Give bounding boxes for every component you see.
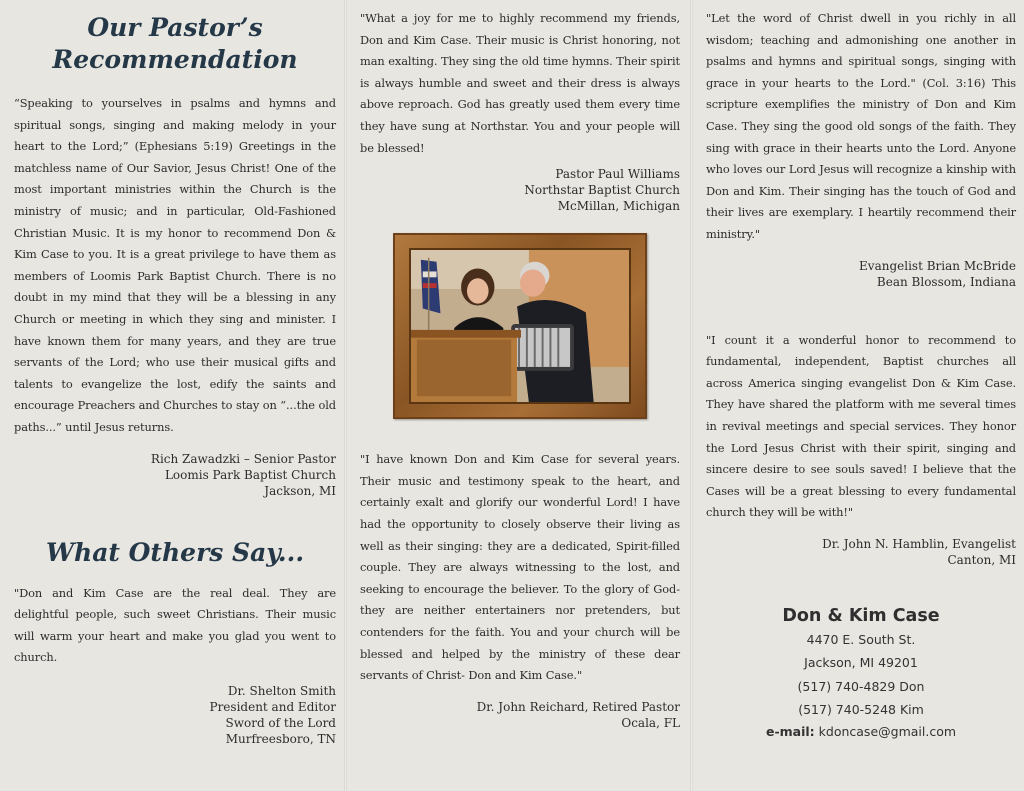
contact-phone-don: (517) 740-4829 Don bbox=[797, 678, 925, 694]
pastor-recommendation-text: “Speaking to yourselves in psalms and hymns and spiritual songs, singing and making melody in your heart to the Lord;” (Ephesians 5:19) Greetings in the matchless name of Our Savior, Jesus Christ! One of the most important ministries within the Church is the ministry of music; and in particular, Old-Fashioned Christian Music. It is my honor to recommend Don & Kim Case to you. It is a great privilege to have them as members of Loomis Park Baptist Church. There is no doubt in my mind that they will be a blessing in any Church or meeting in which they sing and minister. I have known them for many years, and they are true servants of the Lord; who use their musical gifts and talents to evangelize the lost, edify the saints and encourage Preachers and Churches to stay on “...the old paths...” until Jesus returns. bbox=[14, 96, 336, 434]
middle-panel bbox=[347, 0, 690, 791]
pastor-recommendation-heading bbox=[14, 12, 336, 76]
heading-line-2: Recommendation bbox=[52, 45, 298, 74]
contact-street: 4470 E. South St. bbox=[806, 631, 916, 647]
email-address[interactable]: kdoncase@gmail.com bbox=[818, 723, 957, 739]
contact-city: Jackson, MI 49201 bbox=[804, 655, 918, 671]
signature-line: Pastor Paul Williams bbox=[555, 167, 680, 182]
signature-line: Evangelist Brian McBride bbox=[859, 258, 1016, 273]
signature-line: President and Editor bbox=[209, 699, 336, 714]
smith-testimonial-text: "Don and Kim Case are the real deal. They are delightful people, such sweet Christians. Their music will warm your heart and make you glad you went to church. bbox=[14, 585, 336, 665]
signature-line: Northstar Baptist Church bbox=[524, 183, 680, 198]
signature-line: Loomis Park Baptist Church bbox=[164, 467, 336, 482]
photo-frame bbox=[393, 233, 647, 419]
signature-line: Jackson, MI bbox=[264, 483, 336, 498]
signature-line: Murfreesboro, TN bbox=[225, 731, 336, 746]
hamblin-testimonial-text: "I count it a wonderful honor to recommend to fundamental, independent, Baptist churches all across America singing evangelist Don & Kim Case. They have shared the platform with me several times in revival meetings and special services. They honor the Lord Jesus Christ with their spirit, singing and sincere desire to see souls saved! I believe that the Cases will be a great blessing to every fundamental church they will be with!" bbox=[706, 332, 1016, 520]
signature-line: Dr. John N. Hamblin, Evangelist bbox=[822, 536, 1016, 551]
pastor-signature bbox=[14, 451, 336, 499]
mcbride-testimonial-text: "Let the word of Christ dwell in you richly in all wisdom; teaching and admonishing one another in psalms and hymns and spiritual songs, singing with grace in your hearts to the Lord." (Col. 3:16) This scripture exemplifies the ministry of Don and Kim Case. They sing the good old songs of the faith. They sing with grace in their hearts unto the Lord. Anyone who loves our Lord Jesus will recognize a kinship with Don and Kim. Their singing has the touch of God and their lives are exemplary. I heartily recommend their ministry." bbox=[706, 11, 1016, 241]
signature-line: Canton, MI bbox=[947, 552, 1016, 567]
contact-name: Don & Kim Case bbox=[782, 605, 940, 626]
williams-signature bbox=[360, 166, 680, 214]
signature-line: McMillan, Michigan bbox=[557, 199, 680, 214]
right-panel bbox=[693, 0, 1024, 791]
signature-line: Dr. Shelton Smith bbox=[227, 683, 336, 698]
reichard-testimonial-text: "I have known Don and Kim Case for several years. Their music and testimony speak to the heart, and certainly exalt and glorify our wonderful Lord! I have had the opportunity to closely observe their living as well as their singing: they are a dedicated, Spirit-filled couple. They are always witnessing to the lost, and seeking to encourage the believer. To the glory of God- they are neither entertainers nor pretenders, but contenders for the faith. You and your church will be blessed and helped by the ministry of these dear servants of Christ- Don and Kim Case." bbox=[360, 452, 680, 683]
left-panel bbox=[0, 0, 344, 791]
signature-line: Ocala, FL bbox=[621, 715, 680, 730]
contact-block bbox=[706, 606, 1016, 739]
signature-line: Bean Blossom, Indiana bbox=[876, 274, 1016, 289]
reichard-signature bbox=[360, 699, 680, 731]
contact-phone-kim: (517) 740-5248 Kim bbox=[798, 702, 924, 718]
williams-testimonial-text: "What a joy for me to highly recommend my friends, Don and Kim Case. Their music is Christ honoring, not man exalting. They sing the old time hymns. Their spirit is always humble and sweet and their dress is always above reproach. God has greatly used them every time they have sung at Northstar. You and your people will be blessed! bbox=[360, 11, 680, 155]
singers-photo bbox=[409, 248, 631, 404]
what-others-say-heading: What Others Say... bbox=[45, 537, 305, 567]
singers-photo-illustration bbox=[411, 250, 629, 402]
signature-line: Dr. John Reichard, Retired Pastor bbox=[476, 699, 680, 714]
smith-signature bbox=[14, 683, 336, 747]
heading-line-1: Our Pastor’s bbox=[87, 13, 263, 42]
hamblin-signature bbox=[706, 536, 1016, 568]
signature-line: Rich Zawadzki – Senior Pastor bbox=[150, 451, 336, 466]
contact-email-line bbox=[706, 724, 1016, 739]
mcbride-signature bbox=[706, 258, 1016, 290]
signature-line: Sword of the Lord bbox=[225, 715, 336, 730]
email-label: e-mail: bbox=[765, 723, 815, 739]
